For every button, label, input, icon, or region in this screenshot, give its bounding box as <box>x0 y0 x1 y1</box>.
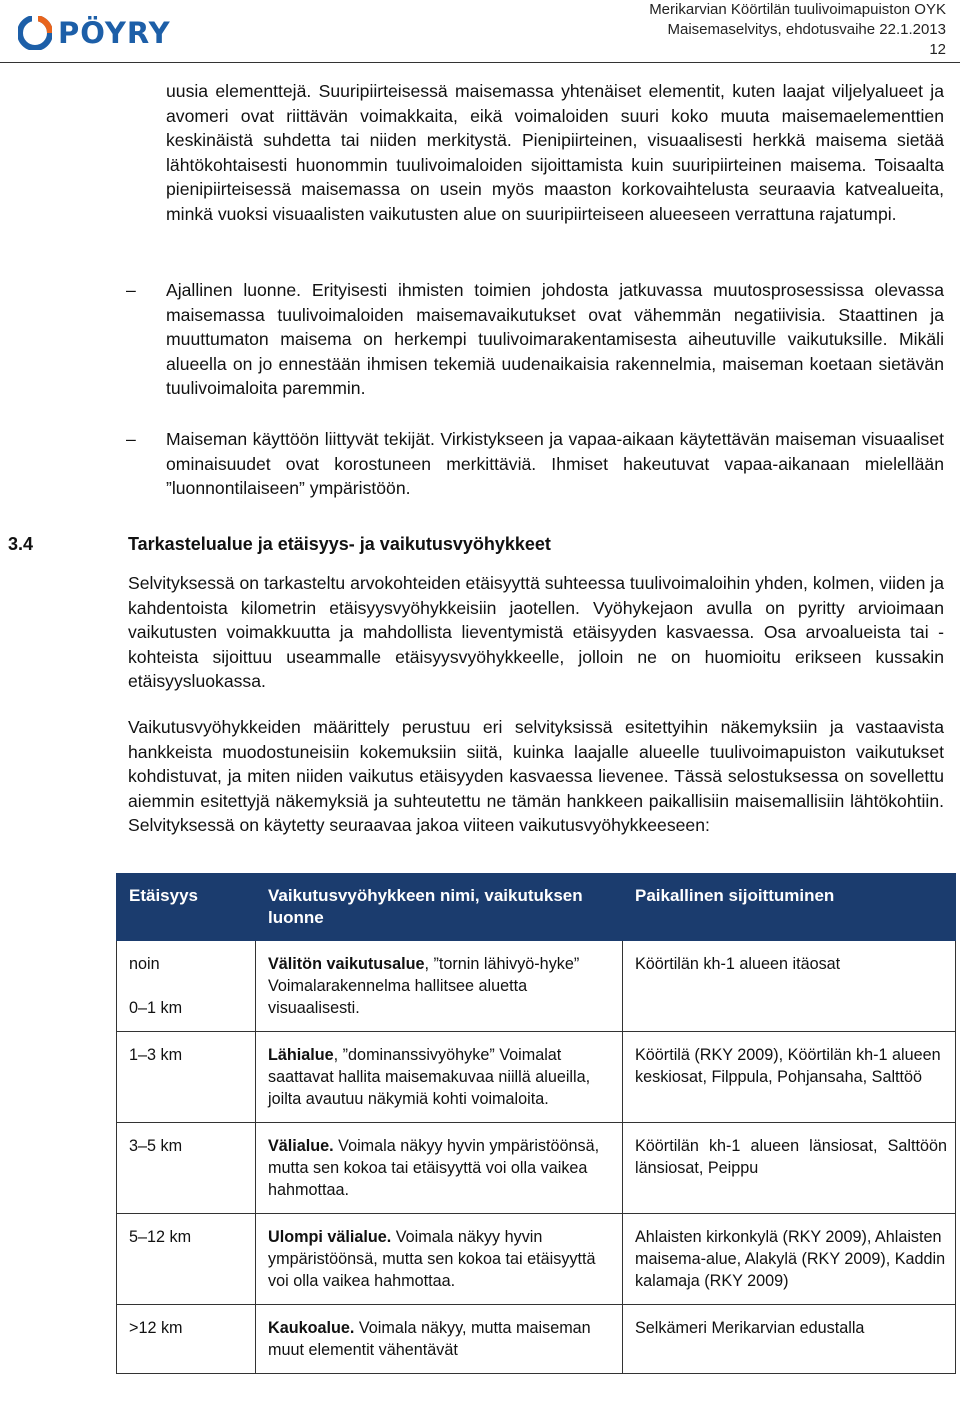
header-divider <box>0 62 960 63</box>
header-distance: Etäisyys <box>117 874 256 941</box>
intro-paragraph: uusia elementtejä. Suuripiirteisessä maisemassa yhtenäiset elementit, kuten laajat viljelyalueet ja avomeri ovat riittävän voimakkaita, eikä voimaloiden suuri koko muuta maisemaelementtien keskinäistä suhdetta tai niiden merkitystä. Pienipiirteinen, visuaalisesti herkkä maisema sietää lähtökohtaisesti huonommin tuulivoimaloiden sijoittamista kuin suuripiirteinen maisema. Toisaalta pienipiirteisessä maisemassa on usein myös maaston korkovaihtelusta seuraavia katvealueita, minkä vuoksi visuaalisten vaikutusten alue on suuripiirteiseen alueeseen verrattuna rajatumpi. <box>166 81 944 224</box>
zone-name: Välitön vaikutusalue <box>268 955 425 973</box>
table-header-row <box>117 874 956 941</box>
cell-distance <box>117 941 256 1032</box>
zone-description: , ”dominanssivyöhyke” Voimalat saattavat hallita maisemakuvaa niillä alueilla, joilta avautuu näkymiä kohti voimaloita. <box>268 1046 591 1108</box>
cell-zone <box>256 1032 623 1123</box>
list-item <box>126 427 944 501</box>
paragraph: Selvityksessä on tarkasteltu arvokohteiden etäisyyttä suhteessa tuulivoimaloihin yhden, kolmen, viiden ja kahdentoista kilometrin etäisyysvyöhykkeisiin jaotellen. Vyöhykejaon avulla on pyritty arvioimaan vaikutusten voimakkuutta ja mahdollista lieventymistä etäisyyden kasvaessa. Osa arvoalueista tai -kohteista sijoittuu useammalle etäisyysvyöhykkeelle, jolloin ne on huomioitu erikseen kussakin etäisyysluokassa. <box>128 573 944 692</box>
poyry-logo <box>18 14 171 52</box>
cell-location: Ahlaisten kirkonkylä (RKY 2009), Ahlaisten maisema-alue, Alakylä (RKY 2009), Kaddin kalamaja (RKY 2009) <box>623 1214 956 1305</box>
zone-description: Voimala näkyy, mutta maiseman muut elementit vähentävät <box>268 1319 591 1359</box>
impact-zone-table <box>116 873 956 1374</box>
zone-name: Välialue. <box>268 1137 334 1155</box>
distance-text: noin <box>129 955 160 973</box>
cell-location: Köörtilän kh-1 alueen itäosat <box>623 941 956 1032</box>
zone-name: Lähialue <box>268 1046 334 1064</box>
cell-zone <box>256 1214 623 1305</box>
list-item-text: Maiseman käyttöön liittyvät tekijät. Virkistykseen ja vapaa-aikaan käytettävän maiseman visuaaliset ominaisuudet ovat korostuneen merkittäviä. Ihmiset hakeutuvat vapaa-aikanaan mielellään ”luonnontilaiseen” ympäristöön. <box>166 429 944 499</box>
header-report: Maisemaselvitys, ehdotusvaihe 22.1.2013 <box>667 21 946 38</box>
table-row <box>117 1032 956 1123</box>
zone-description: , ”tornin lähivyö-hyke” Voimalarakennelma hallitsee aluetta visuaalisesti. <box>268 955 580 1017</box>
cell-zone <box>256 1305 623 1374</box>
section-number: 3.4 <box>8 534 34 554</box>
table-row <box>117 1214 956 1305</box>
header-zone: Vaikutusvyöhykkeen nimi, vaikutuksen luonne <box>256 874 623 941</box>
cell-zone <box>256 1123 623 1214</box>
poyry-logo-icon <box>18 16 52 50</box>
dash-bullet: – <box>126 429 136 449</box>
table-row <box>117 1305 956 1374</box>
paragraph: Vaikutusvyöhykkeiden määrittely perustuu eri selvityksissä esitettyihin näkemyksiin ja vastaavista hankkeista muodostuneisiin kokemuksiin siitä, kuinka laajalle alueelle tuulivoimapuiston vaikutukset kohdistuvat, ja miten niiden vaikutus etäisyyden kasvaessa lievenee. Tässä selostuksessa on sovellettu aiemmin esitettyjä näkemyksiä ja suhteutettu ne tämän hankkeen paikallisiin maisemallisiin lähtökohtiin. Selvityksessä on käytetty seuraavaa jakoa viiteen vaikutusvyöhykkeeseen: <box>128 717 944 836</box>
cell-zone <box>256 941 623 1032</box>
page-header <box>649 0 946 60</box>
cell-location: Selkämeri Merikarvian edustalla <box>623 1305 956 1374</box>
zone-description: Voimala näkyy hyvin ympäristöönsä, mutta sen kokoa tai etäisyyttä voi olla vaikea hahmottaa. <box>268 1137 600 1199</box>
header-location: Paikallinen sijoittuminen <box>623 874 956 941</box>
cell-distance: 5–12 km <box>117 1214 256 1305</box>
cell-distance: >12 km <box>117 1305 256 1374</box>
logo-text: PÖYRY <box>58 16 171 50</box>
zone-name: Ulompi välialue. <box>268 1228 392 1246</box>
table-row <box>117 1123 956 1214</box>
cell-distance: 3–5 km <box>117 1123 256 1214</box>
header-project: Merikarvian Köörtilän tuulivoimapuiston OYK <box>649 1 946 18</box>
dash-bullet: – <box>126 280 136 300</box>
distance-text: 0–1 km <box>129 999 183 1017</box>
zone-name: Kaukoalue. <box>268 1319 355 1337</box>
cell-location: Köörtilä (RKY 2009), Köörtilän kh-1 alueen keskiosat, Filppula, Pohjansaha, Salttöö <box>623 1032 956 1123</box>
zone-description: Voimala näkyy hyvin ympäristöönsä, mutta sen kokoa tai etäisyyttä voi olla vaikea hahmottaa. <box>268 1228 596 1290</box>
list-item-text: Ajallinen luonne. Erityisesti ihmisten toimien johdosta jatkuvassa muutosprosessissa olevassa maisemassa tuulivoimaloiden maisemavaikutukset ovat vähemmän negatiivisia. Staattinen ja muuttumaton maisema on herkempi tuulivoimarakentamisesta aiheutuville vaikutuksille. Mikäli alueella on jo ennestään ihmisen tekemiä uudenaikaisia rakennelmia, maiseman koetaan sietävän tuulivoimaloita paremmin. <box>166 280 944 399</box>
list-item <box>126 278 944 401</box>
table-row <box>117 941 956 1032</box>
cell-distance: 1–3 km <box>117 1032 256 1123</box>
page-number: 12 <box>929 41 946 58</box>
cell-location: Köörtilän kh-1 alueen länsiosat, Salttöön länsiosat, Peippu <box>623 1123 956 1214</box>
section-title: Tarkastelualue ja etäisyys- ja vaikutusvyöhykkeet <box>128 534 551 554</box>
